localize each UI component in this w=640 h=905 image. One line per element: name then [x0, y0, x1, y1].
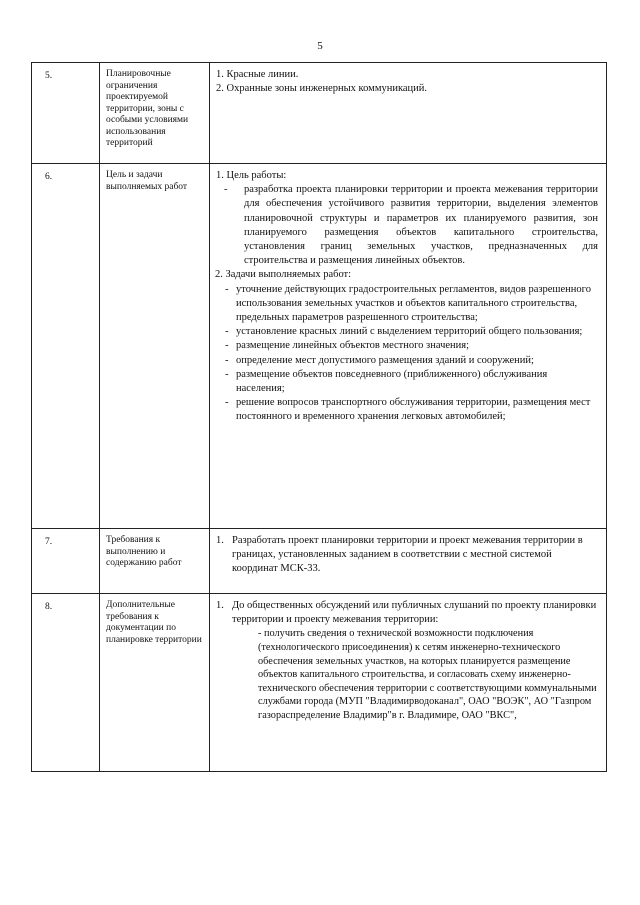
list-item	[216, 339, 598, 353]
item-text: Разработать проект планировки территории и проект межевания территории в границах, установленных заданием в соответствии с местной системой координат МСК-33.	[232, 535, 583, 575]
list-item	[216, 534, 598, 577]
row-number: 7.	[32, 529, 100, 594]
goal-item	[218, 183, 598, 268]
requirements-table	[31, 62, 607, 772]
table-row	[32, 594, 607, 772]
dash-marker: -	[225, 283, 229, 295]
list-item: 1. Красные линии.	[216, 69, 299, 80]
list-item	[216, 354, 598, 368]
task-text: размещение объектов повседневного (приближенного) обслуживания населения;	[236, 368, 548, 395]
item-text: До общественных обсуждений или публичных слушаний по проекту планировки территории и проекту межевания территории:	[232, 600, 597, 626]
item-number: 1.	[216, 600, 224, 611]
row-title: Цель и задачи выполняемых работ	[100, 164, 210, 529]
goal-header: 1. Цель работы:	[216, 170, 287, 181]
row-content	[210, 594, 607, 772]
row-title: Планировочные ограничения проектируемой территории, зоны с особыми условиями использования территорий	[100, 63, 210, 164]
goal-text: разработка проекта планировки территории и проекта межевания территории для обеспечения устойчивого развития территории, выделения элементов планировочной структуры и параметров их планируемого развития, зон планируемого размещения объектов капитального строительства, установления границ земельных участков, предназначенных для строительства и размещения линейных объектов.	[244, 184, 598, 267]
dash-marker: -	[225, 340, 229, 352]
item-number: 1.	[216, 535, 224, 546]
table-row	[32, 529, 607, 594]
row-number: 5.	[32, 63, 100, 164]
row-content	[210, 529, 607, 594]
row-content	[210, 63, 607, 164]
dash-marker: -	[224, 184, 228, 196]
dash-marker: -	[225, 397, 229, 409]
dash-marker: -	[225, 326, 229, 338]
list-item	[216, 325, 598, 339]
row-number: 6.	[32, 164, 100, 529]
task-text: решение вопросов транспортного обслуживания территории, размещения мест постоянного и временного хранения легковых автомобилей;	[236, 397, 591, 423]
task-text: размещение линейных объектов местного значения;	[236, 340, 469, 352]
list-item: 2. Охранные зоны инженерных коммуникаций.	[216, 83, 428, 95]
row-title: Требования к выполнению и содержанию работ	[100, 529, 210, 594]
task-text: уточнение действующих градостроительных регламентов, видов разрешенного использования земельных участков и объектов капитального строительства, предельных параметров разрешенного строительства;	[236, 283, 591, 324]
table-row	[32, 63, 607, 164]
dash-marker: -	[225, 354, 229, 366]
sub-item: - получить сведения о технической возможности подключения (технологического присоединения) к сетям инженерно-технического обеспечения земельных участков, на которых планируется размещение объектов капитального строительства, и согласовать схему инженерно-технического обеспечения территории с соответствующими коммунальными службами города (МУП "Владимирводоканал", ОАО "ВОЭК", АО "Газпром газораспределение Владимир"в г. Владимире, ОАО "ВКС",	[258, 628, 597, 721]
list-item	[216, 283, 598, 326]
list-item	[216, 599, 598, 627]
tasks-header: 2. Задачи выполняемых работ:	[215, 269, 352, 281]
task-text: установление красных линий с выделением территорий общего пользования;	[236, 326, 583, 338]
table-row	[32, 164, 607, 529]
list-item	[216, 368, 598, 396]
list-item	[216, 396, 598, 424]
row-content	[210, 164, 607, 529]
row-number: 8.	[32, 594, 100, 772]
task-text: определение мест допустимого размещения зданий и сооружений;	[236, 354, 534, 366]
page-number: 5	[317, 40, 323, 52]
row-title: Дополнительные требования к документации по планировке территории	[100, 594, 210, 772]
dash-marker: -	[225, 368, 229, 380]
